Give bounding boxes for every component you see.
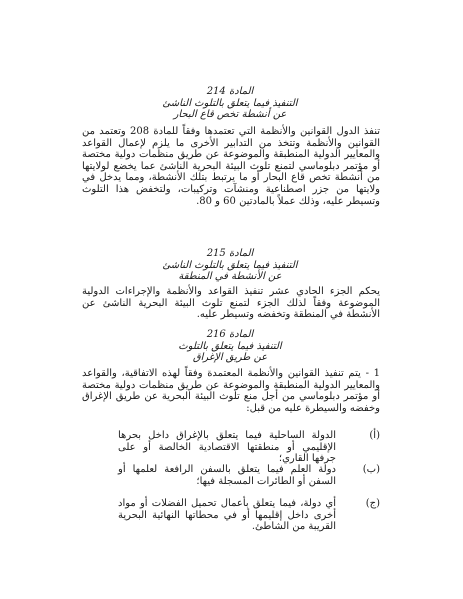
item-label: (ج)	[365, 498, 380, 509]
item-text: دولة العلم فيما يتعلق بالسفن الرافعة لعلمها أو السفن أو الطائرات المسجلة فيها؛	[118, 464, 336, 487]
article-215-number: المادة 215	[206, 248, 254, 259]
article-216-title-line-2: عن طريق الإغراق	[192, 352, 268, 363]
article-214-heading	[120, 86, 340, 120]
item-label: (ب)	[362, 464, 380, 475]
item-text: الدولة الساحلية فيما يتعلق بالإغراق داخل بحرها الإقليمي أو منطقتها الاقتصادية الخالصة أو على جرفها القاري؛	[118, 430, 336, 465]
list-item	[118, 464, 380, 498]
article-216-items	[118, 430, 380, 532]
item-label: (أ)	[369, 430, 380, 441]
article-215-title-line-1: التنفيذ فيما يتعلق بالتلوث الناشئ	[162, 260, 298, 271]
article-215-title-line-2: عن الأنشطة في المنطقة	[178, 271, 282, 282]
article-215-heading	[120, 248, 340, 282]
list-item	[118, 498, 380, 532]
article-214-body: تنفذ الدول القوانين والأنظمة التي تعتمدها وفقاً للمادة 208 وتعتمد من القوانين والأنظمة وتتخذ من التدابير الأخرى ما يلزم لإعمال القواعد والمعايير الدولية المنطبقة والموضوعة عن طريق منظمات دولية مختصة أو مؤتمر دبلوماسي لتمنع تلوث البيئة البحرية الناشئ عما يخضع لولايتها من أنشطة تخص قاع البحار أو ما يرتبط بتلك الأنشطة، ومما يدخل في ولايتها من جزر اصطناعية ومنشآت وتركيبات، ولتخفض هذا التلوث وتسيطر عليه، وذلك عملاً بالمادتين 60 و 80.	[82, 126, 381, 207]
article-215-body: يحكم الجزء الحادي عشر تنفيذ القواعد والأنظمة والإجراءات الدولية الموضوعة وفقاً لذلك الجزء لتمنع تلوث البيئة البحرية الناشئ عن الأنشطة في المنطقة وتخفضه وتسيطر عليه.	[82, 286, 380, 321]
article-214-number: المادة 214	[206, 86, 254, 97]
article-216-title-line-1: التنفيذ فيما يتعلق بالتلوث	[178, 341, 282, 352]
article-216-body: 1 - يتم تنفيذ القوانين والأنظمة المعتمدة وفقاً لهذه الاتفاقية، والقواعد والمعايير الدولية المنطبقة والموضوعة عن طريق منظمات دولية مختصة أو مؤتمر دبلوماسي من أجل منع تلوث البيئة البحرية عن طريق الإغراق وخفضه والسيطرة عليه من قبل:	[82, 368, 380, 414]
item-text: أي دولة، فيما يتعلق بأعمال تحميل الفضلات أو مواد أخرى داخل إقليمها أو في محطاتها النهائية البحرية القريبة من الشاطئ.	[118, 498, 336, 533]
list-item	[118, 430, 380, 464]
article-214-title-line-1: التنفيذ فيما يتعلق بالتلوث الناشئ	[162, 98, 298, 109]
article-214-title-line-2: عن أنشطة تخص قاع البحار	[173, 109, 287, 120]
article-216-number: المادة 216	[206, 329, 254, 340]
article-216-heading	[120, 329, 340, 363]
